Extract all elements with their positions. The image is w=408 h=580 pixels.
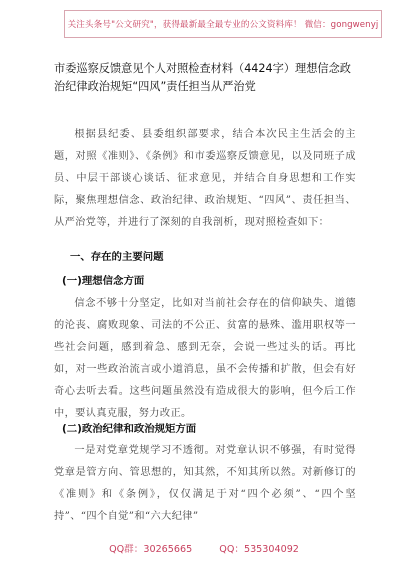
discipline-paragraph: 一是对党章党规学习不透彻。对党章认识不够强，有时觉得党章是管方向、管思想的，知其然，不知其所以然。对新修订的《准则》和《条例》，仅仅满足于对“四个必须”、“四个坚持”、“四个自觉”和“六大纪律” — [54, 445, 356, 522]
footer-contact — [0, 541, 408, 555]
intro-paragraph: 根据县纪委、县委组织部要求，结合本次民主生活会的主题，对照《准则》、《条例》和市委巡察反馈意见，以及同班子成员、中层干部谈心谈话、征求意见，并结合自身思想和工作实际，聚焦理想信念、政治纪律、政治规矩、“四风”、责任担当、从严治党等，并进行了深刻的自我剖析，现对照检查如下： — [54, 129, 356, 228]
ideals-paragraph: 信念不够十分坚定，比如对当前社会存在的信仰缺失、道德的沦丧、腐败现象、司法的不公正、贫富的悬殊、滥用职权等一些社会问题，感到着急、感到无奈，会说一些过头的话。再比如，对一些政治流言或小道消息，虽不会传播和扩散，但会有好奇心去听去看。这些问题虽然没有造成很大的影响，但今后工作中，要认真克服，努力改正。 — [54, 298, 356, 419]
footer-qq-group: QQ群：30265665 — [109, 544, 193, 555]
footer-qq: QQ：535304092 — [219, 544, 299, 555]
section-heading-main-problems: 一、存在的主要问题 — [70, 251, 164, 263]
subsection-heading-ideals: (一)理想信念方面 — [62, 275, 145, 287]
header-banner — [64, 10, 382, 38]
subsection-heading-discipline: (二)政治纪律和政治规矩方面 — [62, 423, 197, 435]
banner-text: 关注头条号"公文研究"，获得最新最全最专业的公文资料库！ 微信：gongwenyj — [67, 20, 379, 30]
document-title: 市委巡察反馈意见个人对照检查材料（4424字）理想信念政治纪律政治规矩“四风”责任担当从严治党 — [54, 62, 351, 93]
